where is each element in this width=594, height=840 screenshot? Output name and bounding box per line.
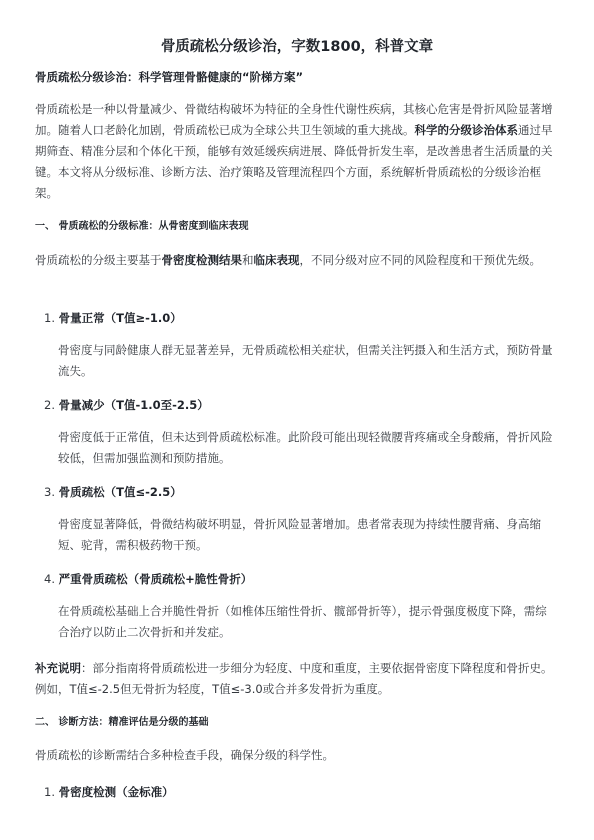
list-item-number: 3. [44,485,55,499]
list-item-number: 1. [44,311,55,325]
list-item-heading: 骨量减少（T值-1.0至-2.5） [58,398,209,412]
list-item-number: 2. [44,398,55,412]
page-title: 骨质疏松分级诊治，字数1800，科普文章 [160,39,434,55]
intro-emphasis: 科学的分级诊治体系 [414,123,518,137]
list-item-heading: 严重骨质疏松（骨质疏松+脆性骨折） [58,572,253,586]
s1-emphasis-2: 临床表现 [253,253,300,267]
s1-text-2: 和 [242,253,254,267]
list-item-title [44,783,174,801]
list-item-body: 骨密度低于正常值，但未达到骨质疏松标准。此阶段可能出现轻微腰背疼痛或全身酸痛，骨折风险较低，但需加强监测和预防措施。 [58,430,553,465]
intro-text-2: 通过早期筛查、精准分层和个体化干预，能够有效延缓疾病进展、降低骨折发生率，是改善患者生活质量的关键。本文将从分级标准、诊断方法、治疗策略及管理流程四个方面，系统解析骨质疏松的分级诊治框架。 [35,123,553,200]
s1-text-1: 骨质疏松的分级主要基于 [35,253,162,267]
list-item-heading: 骨密度检测（金标准） [58,785,174,799]
list-item-body: 骨密度显著降低，骨微结构破坏明显，骨折风险显著增加。患者常表现为持续性腰背痛、身高缩短、驼背，需积极药物干预。 [58,517,541,552]
section-2-heading: 二、 诊断方法：精准评估是分级的基础 [35,717,209,728]
list-item-heading: 骨质疏松（T值≤-2.5） [58,485,182,499]
list-item-title [44,309,182,327]
list-item-title [44,396,209,414]
list-item-body: 在骨质疏松基础上合并脆性骨折（如椎体压缩性骨折、髋部骨折等），提示骨强度极度下降，需综合治疗以防止二次骨折和并发症。 [58,604,547,639]
note-text: ：部分指南将骨质疏松进一步细分为轻度、中度和重度，主要依据骨密度下降程度和骨折史。例如，T值≤-2.5但无骨折为轻度，T值≤-3.0或合并多发骨折为重度。 [35,661,553,696]
s1-emphasis-1: 骨密度检测结果 [161,253,242,267]
section-1-paragraph [35,250,555,271]
list-item-title [44,570,252,588]
intro-paragraph [35,99,555,204]
list-item-number: 1. [44,785,55,799]
section-1-heading: 一、 骨质疏松的分级标准：从骨密度到临床表现 [35,221,249,232]
article-subtitle: 骨质疏松分级诊治：科学管理骨骼健康的“阶梯方案” [35,70,304,84]
section-2-paragraph: 骨质疏松的诊断需结合多种检查手段，确保分级的科学性。 [35,748,334,762]
list-item-heading: 骨量正常（T值≥-1.0） [58,311,182,325]
list-item-body: 骨密度与同龄健康人群无显著差异，无骨质疏松相关症状，但需关注钙摄入和生活方式，预防骨量流失。 [58,343,553,378]
s1-text-3: ，不同分级对应不同的风险程度和干预优先级。 [299,253,541,267]
supplement-note [35,658,555,700]
note-label: 补充说明 [35,661,81,675]
intro-text-1: 骨质疏松是一种以骨量减少、骨微结构破坏为特征的全身性代谢性疾病，其核心危害是骨折风险显著增加。随着人口老龄化加剧，骨质疏松已成为全球公共卫生领域的重大挑战。 [35,102,553,137]
list-item-title [44,483,182,501]
list-item-number: 4. [44,572,55,586]
